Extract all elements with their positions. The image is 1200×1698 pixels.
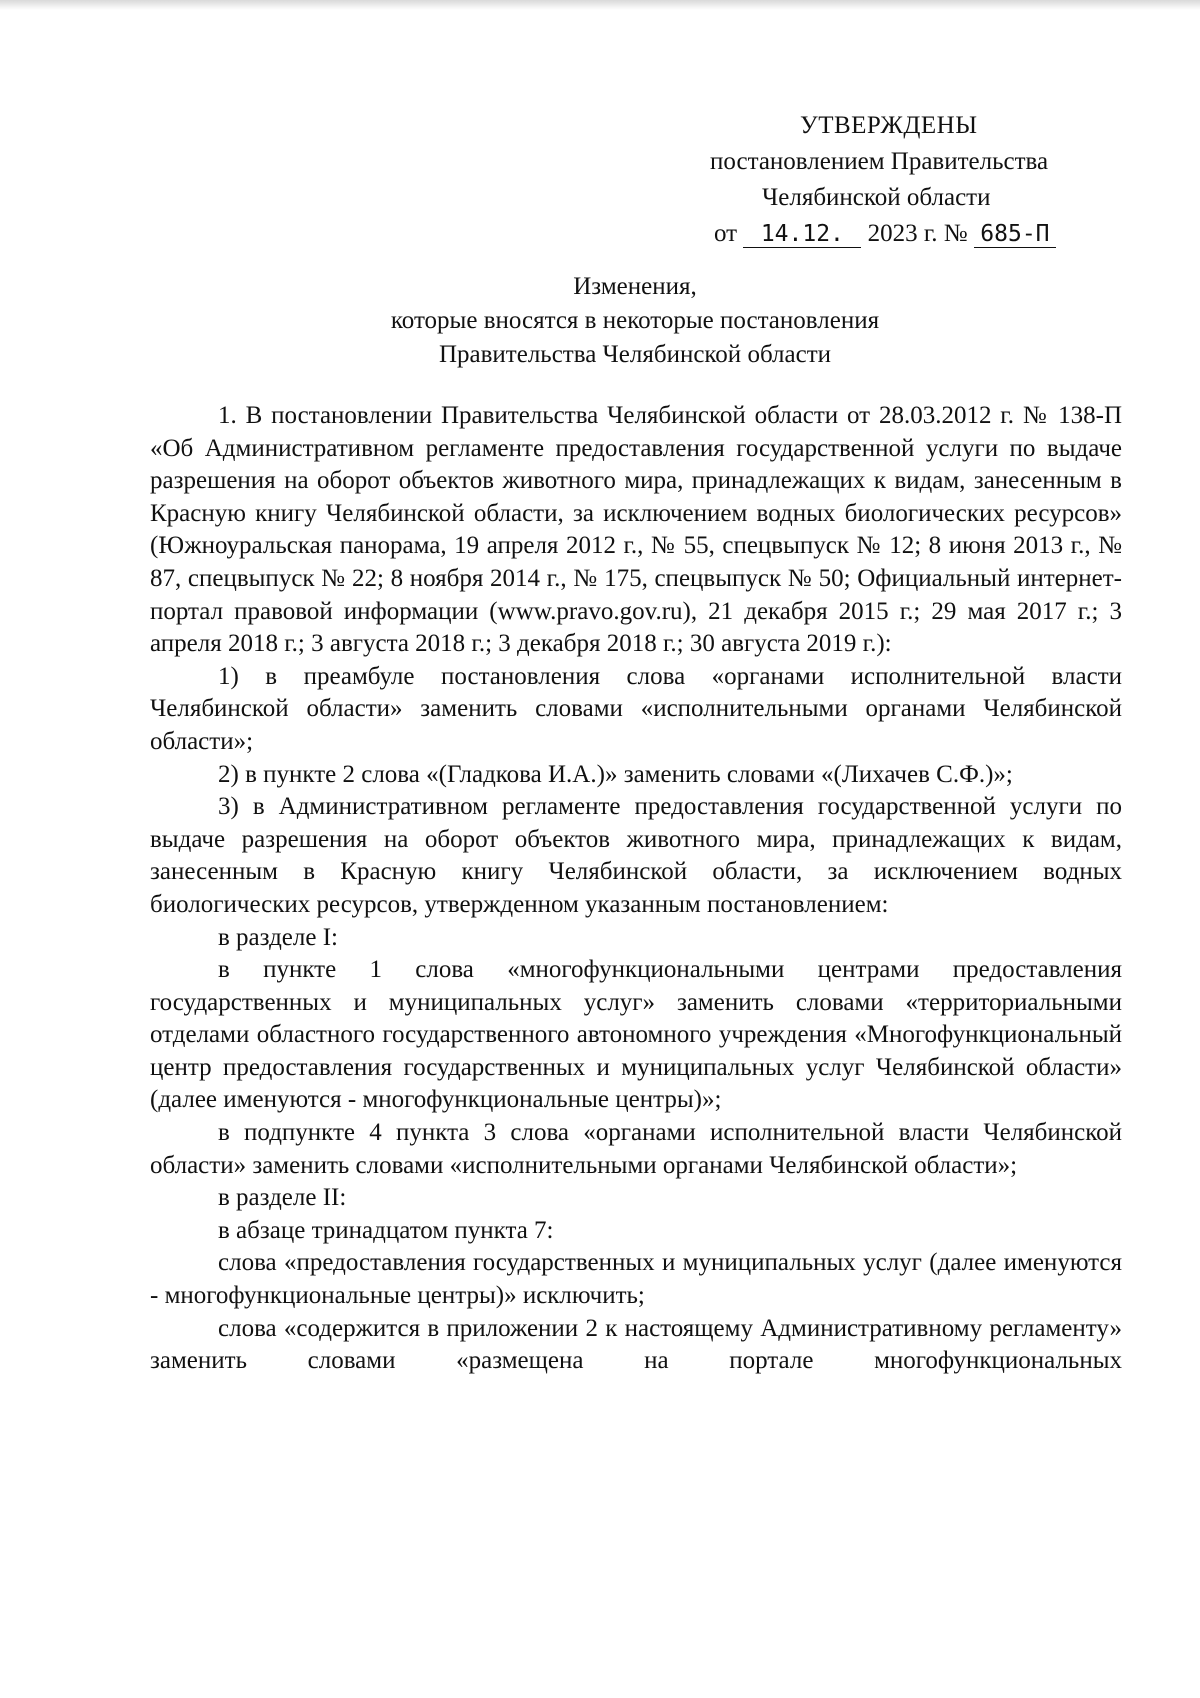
approval-heading: УТВЕРЖДЕНЫ	[800, 112, 978, 139]
approval-number-label: №	[943, 220, 968, 247]
paragraph-2: 1) в преамбуле постановления слова «органами исполнительной власти Челябинской области» заменить словами «исполнительными органами Челябинской области»;	[150, 662, 1122, 755]
document-body	[150, 400, 1122, 1378]
approval-from-label: от	[714, 220, 738, 247]
paragraph-4: 3) в Административном регламенте предоставления государственной услуги по выдаче разрешения на оборот объектов животного мира, принадлежащих к видам, занесенным в Красную книгу Челябинской области, за исключением водных биологических ресурсов, утвержденном указанным постановлением:	[150, 793, 1122, 918]
paragraph-3: 2) в пункте 2 слова «(Гладкова И.А.)» заменить словами «(Лихачев С.Ф.)»;	[218, 760, 1013, 788]
title-line-1: Изменения,	[573, 273, 697, 300]
paragraph-6: в пункте 1 слова «многофункциональными центрами предоставления государственных и муниципальных услуг» заменить словами «территориальными отделами областного государственного автономного учреждения «Многофункциональный центр предоставления государственных и муниципальных услуг Челябинской области» (далее именуются - многофункциональные центры)»;	[150, 956, 1122, 1114]
title-line-3: Правительства Челябинской области	[438, 341, 832, 368]
paragraph-9: в абзаце тринадцатом пункта 7:	[218, 1216, 554, 1244]
approval-year: 2023 г.	[867, 220, 938, 247]
document-title	[150, 270, 1120, 372]
title-line-2: которые вносятся в некоторые постановления	[390, 307, 880, 334]
approval-line-2: Челябинской области	[762, 184, 991, 211]
paragraph-11: слова «содержится в приложении 2 к настоящему Административному регламенту» заменить словами «размещена на портале многофункциональных	[150, 1314, 1122, 1375]
approval-line-1: постановлением Правительства	[710, 148, 1049, 175]
approval-date: 14.12.	[743, 221, 861, 248]
paragraph-5: в разделе I:	[218, 923, 338, 951]
paragraph-7: в подпункте 4 пункта 3 слова «органами исполнительной власти Челябинской области» заменить словами «исполнительными органами Челябинской области»;	[150, 1119, 1122, 1179]
approval-stamp	[700, 108, 1120, 252]
paragraph-8: в разделе II:	[218, 1184, 347, 1212]
approval-number: 685-П	[974, 221, 1056, 248]
paragraph-1: 1. В постановлении Правительства Челябинской области от 28.03.2012 г. № 138-П «Об Административном регламенте предоставления государственной услуги по выдаче разрешения на оборот объектов животного мира, принадлежащих к видам, занесенным в Красную книгу Челябинской области, за исключением водных биологических ресурсов» (Южноуральская панорама, 19 апреля 2012 г., № 55, спецвыпуск № 12; 8 июня 2013 г., № 87, спецвыпуск № 22; 8 ноября 2014 г., № 175, спецвыпуск № 50; Официальный интернет-портал правовой информации (www.pravo.gov.ru), 21 декабря 2015 г.; 29 мая 2017 г.; 3 апреля 2018 г.; 3 августа 2018 г.; 3 декабря 2018 г.; 30 августа 2019 г.):	[150, 402, 1122, 658]
paragraph-10: слова «предоставления государственных и муниципальных услуг (далее именуются - многофункциональные центры)» исключить;	[150, 1249, 1122, 1310]
approval-date-line	[700, 216, 1120, 252]
